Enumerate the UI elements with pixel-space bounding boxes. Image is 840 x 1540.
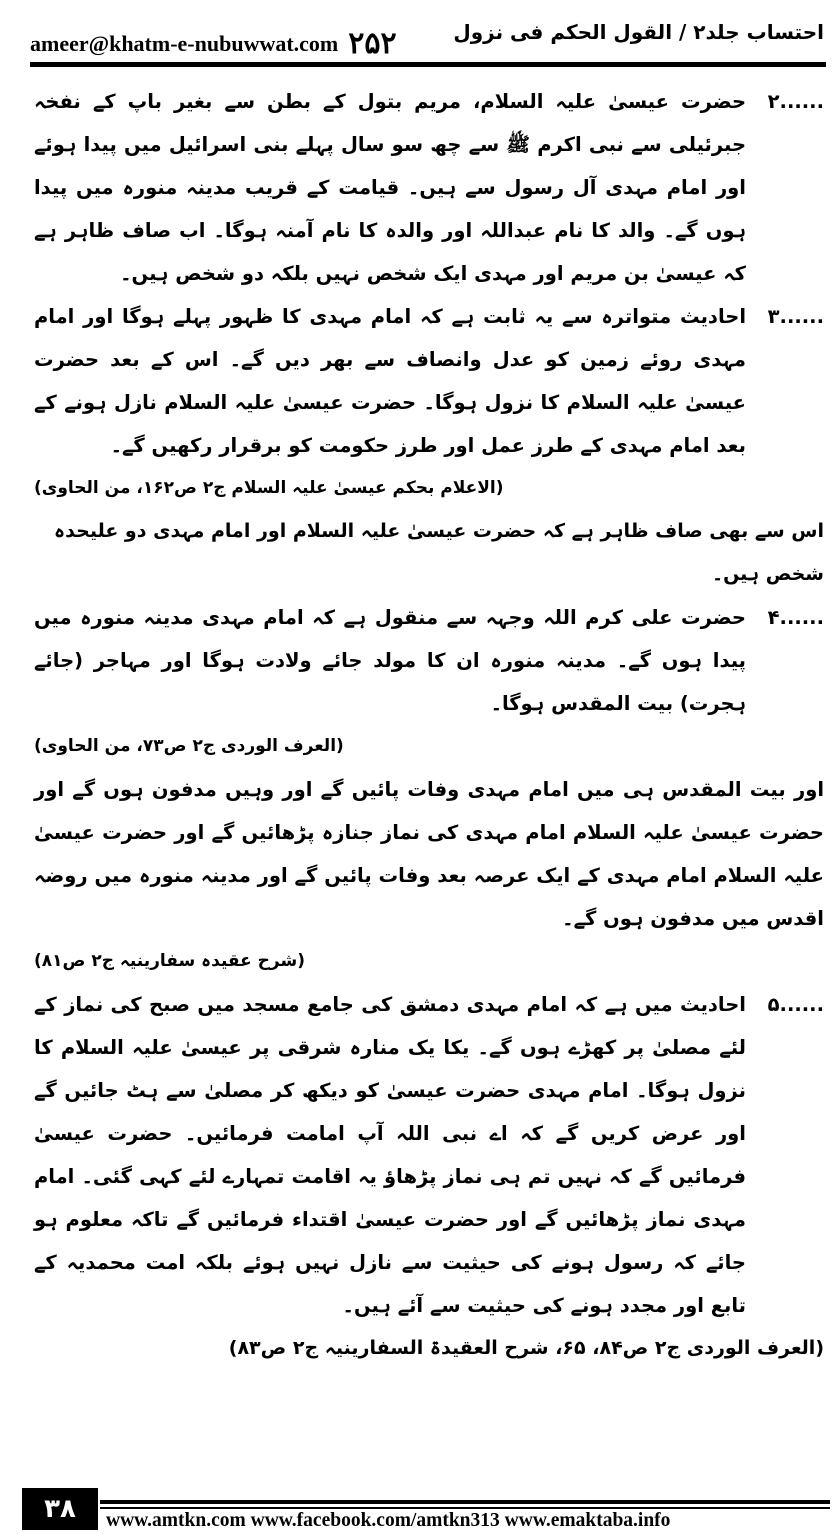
item-reference: (الاعلام بحکم عیسیٰ علیہ السلام ج۲ ص۱۶۲، من الحاوی) [34,478,504,498]
item-reference: (العرف الوردی ج۲ ص۷۳، من الحاوی) [34,736,344,756]
header-page-number: ۲۵۲ [348,27,397,60]
footer-rule-thin [100,1507,830,1509]
item-number: ۳...... [767,305,824,328]
item-3 [34,295,824,510]
item-text: حضرت علی کرم اللہ وجہہ سے منقول ہے کہ امام مہدی مدینہ منورہ میں پیدا ہوں گے۔ مدینہ منورہ ان کا مولد جائے ولادت ہوگا اور مہاجر (جائے ہجرت) بیت المقدس ہوگا۔ [34,606,746,715]
footer-urls: www.amtkn.com www.facebook.com/amtkn313 www.emaktaba.info [106,1510,671,1531]
item-5-reference: (العرف الوردی ج۲ ص۸۴، ۶۵، شرح العقیدۃ السفارینیہ ج۲ ص۸۳) [228,1337,824,1359]
page-footer [22,1488,830,1530]
page-body [34,80,824,1370]
item-3-conclusion: اس سے بھی صاف ظاہر ہے کہ حضرت عیسیٰ علیہ السلام اور امام مہدی دو علیحدہ شخص ہیں۔ [54,520,824,585]
header-rule [30,62,826,67]
item-4 [34,596,824,768]
footer-page-number: ۳۸ [22,1488,98,1530]
item-number: ۴...... [767,606,824,629]
item-number: ۵...... [767,993,824,1016]
item-text: احادیث میں ہے کہ امام مہدی دمشق کی جامع مسجد میں صبح کی نماز کے لئے مصلیٰ پر کھڑے ہوں گے۔ یکا یک منارہ شرقی پر عیسیٰ علیہ السلام کا نزول ہوگا۔ امام مہدی حضرت عیسیٰ کو دیکھ کر مصلیٰ سے ہٹ جائیں گے اور عرض کریں گے کہ اے نبی اللہ آپ امامت فرمائیں۔ حضرت عیسیٰ فرمائیں گے کہ نہیں تم ہی نماز پڑھاؤ یہ اقامت تمہارے لئے کہی گئی۔ امام مہدی نماز پڑھائیں گے اور حضرت عیسیٰ اقتداء فرمائیں گے تاکہ معلوم ہو جائے کہ رسول ہونے کی حیثیت سے نازل نہیں ہوئے بلکہ امت محمدیہ کے تابع اور مجدد ہونے کی حیثیت سے آئے ہیں۔ [34,993,746,1317]
item-number: ۲...... [767,90,824,113]
footer-rule [100,1500,830,1504]
item-text: احادیث متواترہ سے یہ ثابت ہے کہ امام مہدی کا ظہور پہلے ہوگا اور امام مہدی روئے زمین کو عدل وانصاف سے بھر دیں گے۔ اس کے بعد حضرت عیسیٰ علیہ السلام کا نزول ہوگا۔ حضرت عیسیٰ علیہ السلام نازل ہونے کے بعد امام مہدی کے طرز عمل اور طرز حکومت کو برقرار رکھیں گے۔ [34,305,746,457]
header-book-title: احتساب جلد۲ / القول الحکم فی نزول [453,20,824,44]
item-text: حضرت عیسیٰ علیہ السلام، مریم بتول کے بطن سے بغیر باپ کے نفخہ جبرئیلی سے نبی اکرم ﷺ سے چھ سو سال پہلے بنی اسرائیل میں پیدا ہوئے اور امام مہدی آل رسول سے ہیں۔ قیامت کے قریب مدینہ منورہ میں پیدا ہوں گے۔ والد کا نام عبداللہ اور والدہ کا نام آمنہ ہوگا۔ اب صاف ظاہر ہے کہ عیسیٰ بن مریم اور مہدی ایک شخص نہیں بلکہ دو شخص ہیں۔ [34,90,746,285]
item-2 [34,80,824,295]
page-header [30,10,826,60]
header-left [30,24,397,59]
header-email: ameer@khatm-e-nubuwwat.com [30,31,339,56]
item-5 [34,983,824,1327]
item-4-reference-2: (شرح عقیدہ سفارینیہ ج۲ ص۸۱) [34,951,305,971]
item-4-continuation: اور بیت المقدس ہی میں امام مہدی وفات پائیں گے اور وہیں مدفون ہوں گے اور حضرت عیسیٰ علیہ السلام امام مہدی کی نماز جنازہ پڑھائیں گے اور حضرت عیسیٰ علیہ السلام امام مہدی کے ایک عرصہ بعد وفات پائیں گے اور مدینہ منورہ میں روضہ اقدس میں مدفون ہوں گے۔ [34,778,824,930]
